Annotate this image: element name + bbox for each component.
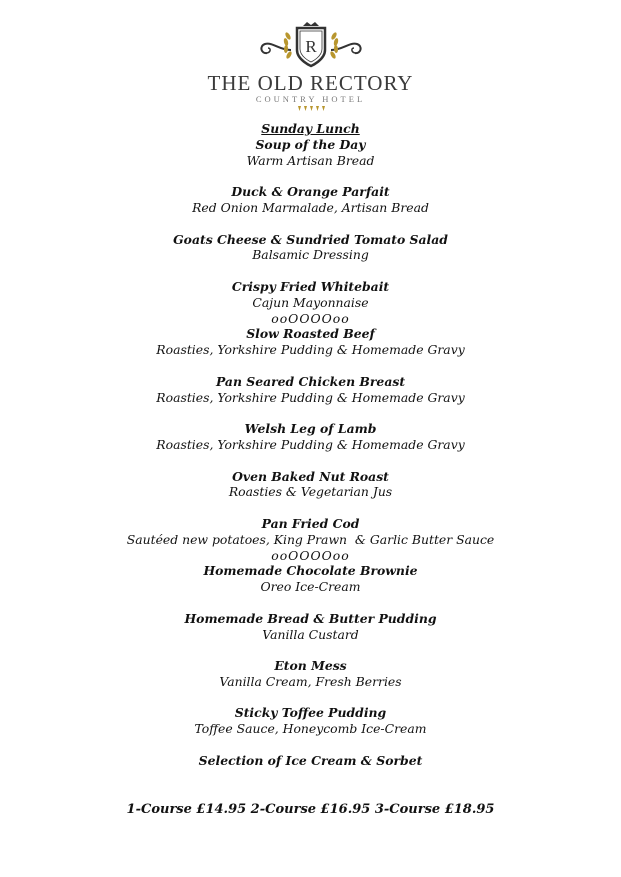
dish-description: Warm Artisan Bread bbox=[246, 152, 375, 168]
dish-name: Slow Roasted Beef bbox=[246, 326, 375, 342]
dish-description: Roasties, Yorkshire Pudding & Homemade Gravy bbox=[156, 389, 465, 405]
dish-name: Homemade Bread & Butter Pudding bbox=[184, 610, 437, 626]
dish-name: Soup of the Day bbox=[255, 136, 366, 152]
dish-description: Sautéed new potatoes, King Prawn & Garlic Butter Sauce bbox=[126, 531, 495, 547]
dish-description: Roasties, Yorkshire Pudding & Homemade Gravy bbox=[156, 436, 465, 452]
dish-description: Toffee Sauce, Honeycomb Ice-Cream bbox=[194, 721, 427, 737]
dish-name: Homemade Chocolate Brownie bbox=[203, 563, 418, 579]
hotel-name: THE OLD RECTORY bbox=[207, 71, 414, 95]
dish-description: Roasties & Vegetarian Jus bbox=[228, 484, 393, 500]
dish-description: Vanilla Cream, Fresh Berries bbox=[219, 673, 402, 689]
dish-name: Selection of Ice Cream & Sorbet bbox=[198, 752, 423, 768]
dish-name: Goats Cheese & Sundried Tomato Salad bbox=[173, 231, 448, 247]
hotel-tagline: COUNTRY HOTEL bbox=[255, 94, 366, 104]
dish-name: Pan Seared Chicken Breast bbox=[215, 373, 406, 389]
course-prices: 1-Course £14.95 2-Course £16.95 3-Course £18.95 bbox=[126, 802, 495, 817]
dish-description: Roasties, Yorkshire Pudding & Homemade Gravy bbox=[156, 342, 465, 358]
course-separator: ooOOOOoo bbox=[271, 310, 350, 326]
dish-name: Welsh Leg of Lamb bbox=[244, 421, 377, 437]
dish-name: Sticky Toffee Pudding bbox=[234, 705, 387, 721]
dish-name: Duck & Orange Parfait bbox=[231, 184, 390, 200]
dish-name: Oven Baked Nut Roast bbox=[232, 468, 389, 484]
dish-description: Vanilla Custard bbox=[262, 626, 359, 642]
dish-name: Pan Fried Cod bbox=[261, 515, 360, 531]
dish-description: Cajun Mayonnaise bbox=[252, 294, 369, 310]
menu-title: Sunday Lunch bbox=[261, 121, 360, 136]
dish-description: Red Onion Marmalade, Artisan Bread bbox=[192, 199, 429, 215]
gold-ornament-icon bbox=[296, 106, 326, 112]
crest-icon bbox=[231, 20, 391, 70]
hotel-logo bbox=[0, 20, 621, 112]
monogram: R bbox=[304, 37, 317, 56]
dish-name: Crispy Fried Whitebait bbox=[231, 278, 390, 294]
dish-description: Oreo Ice-Cream bbox=[260, 579, 361, 595]
course-separator: ooOOOOoo bbox=[271, 547, 350, 563]
dish-name: Eton Mess bbox=[274, 658, 347, 674]
menu-list bbox=[0, 121, 621, 769]
dish-description: Balsamic Dressing bbox=[252, 247, 369, 263]
